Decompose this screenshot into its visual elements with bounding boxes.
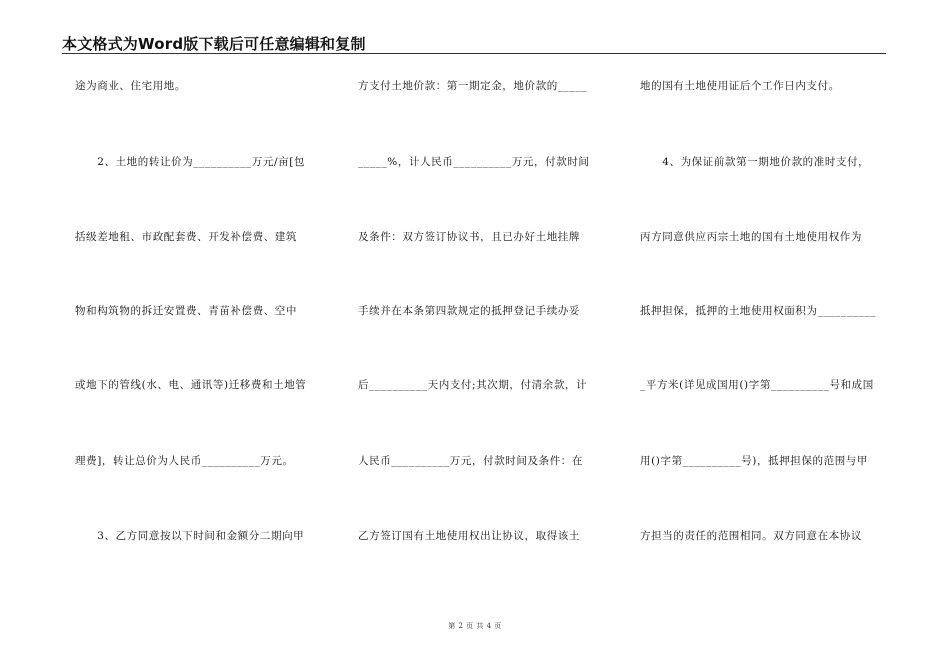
text-line: 丙方同意供应丙宗土地的国有土地使用权作为 <box>640 231 862 243</box>
text-line: 途为商业、住宅用地。 <box>75 80 186 92</box>
text-line: 4、为保证前款第一期地价款的准时支付， <box>640 156 870 168</box>
text-line: 手续并在本条第四款规定的抵押登记手续办妥 <box>358 305 580 317</box>
page-number: 第 2 页 共 4 页 <box>448 622 502 630</box>
text-line: 地的国有土地使用证后个工作日内支付。 <box>640 80 840 92</box>
text-line: 人民币__________万元，付款时间及条件：在 <box>358 455 583 467</box>
text-line: 括级差地租、市政配套费、开发补偿费、建筑 <box>75 231 297 243</box>
text-line: 或地下的管线(水、电、通讯等)迁移费和土地管 <box>75 379 307 391</box>
text-line: 理费]，转让总价为人民币__________万元。 <box>75 455 294 467</box>
text-line: 3、乙方同意按以下时间和金额分二期向甲 <box>75 530 305 542</box>
text-line: _____%，计人民币__________万元，付款时间 <box>358 156 590 168</box>
text-line: 用()字第__________号)，抵押担保的范围与甲 <box>640 455 868 467</box>
text-line: 2、土地的转让价为__________万元/亩[包 <box>75 156 306 168</box>
text-line: 方担当的责任的范围相同。双方同意在本协议 <box>640 530 862 542</box>
text-line: 方支付土地价款：第一期定金，地价款的_____ <box>358 80 588 92</box>
text-line: 抵押担保，抵押的土地使用权面积为__________ <box>640 305 877 317</box>
text-line: 及条件：双方签订协议书，且已办好土地挂牌 <box>358 231 580 243</box>
text-line: _平方米(详见成国用()字第__________号和成国 <box>640 379 874 391</box>
text-line: 后__________天内支付;其次期，付清余款，计 <box>358 379 588 391</box>
header-divider <box>62 53 886 54</box>
document-header-title: 本文格式为Word版下载后可任意编辑和复制 <box>62 35 366 53</box>
text-line: 物和构筑物的拆迁安置费、青苗补偿费、空中 <box>75 305 297 317</box>
text-line: 乙方签订国有土地使用权出让协议，取得该土 <box>358 530 580 542</box>
